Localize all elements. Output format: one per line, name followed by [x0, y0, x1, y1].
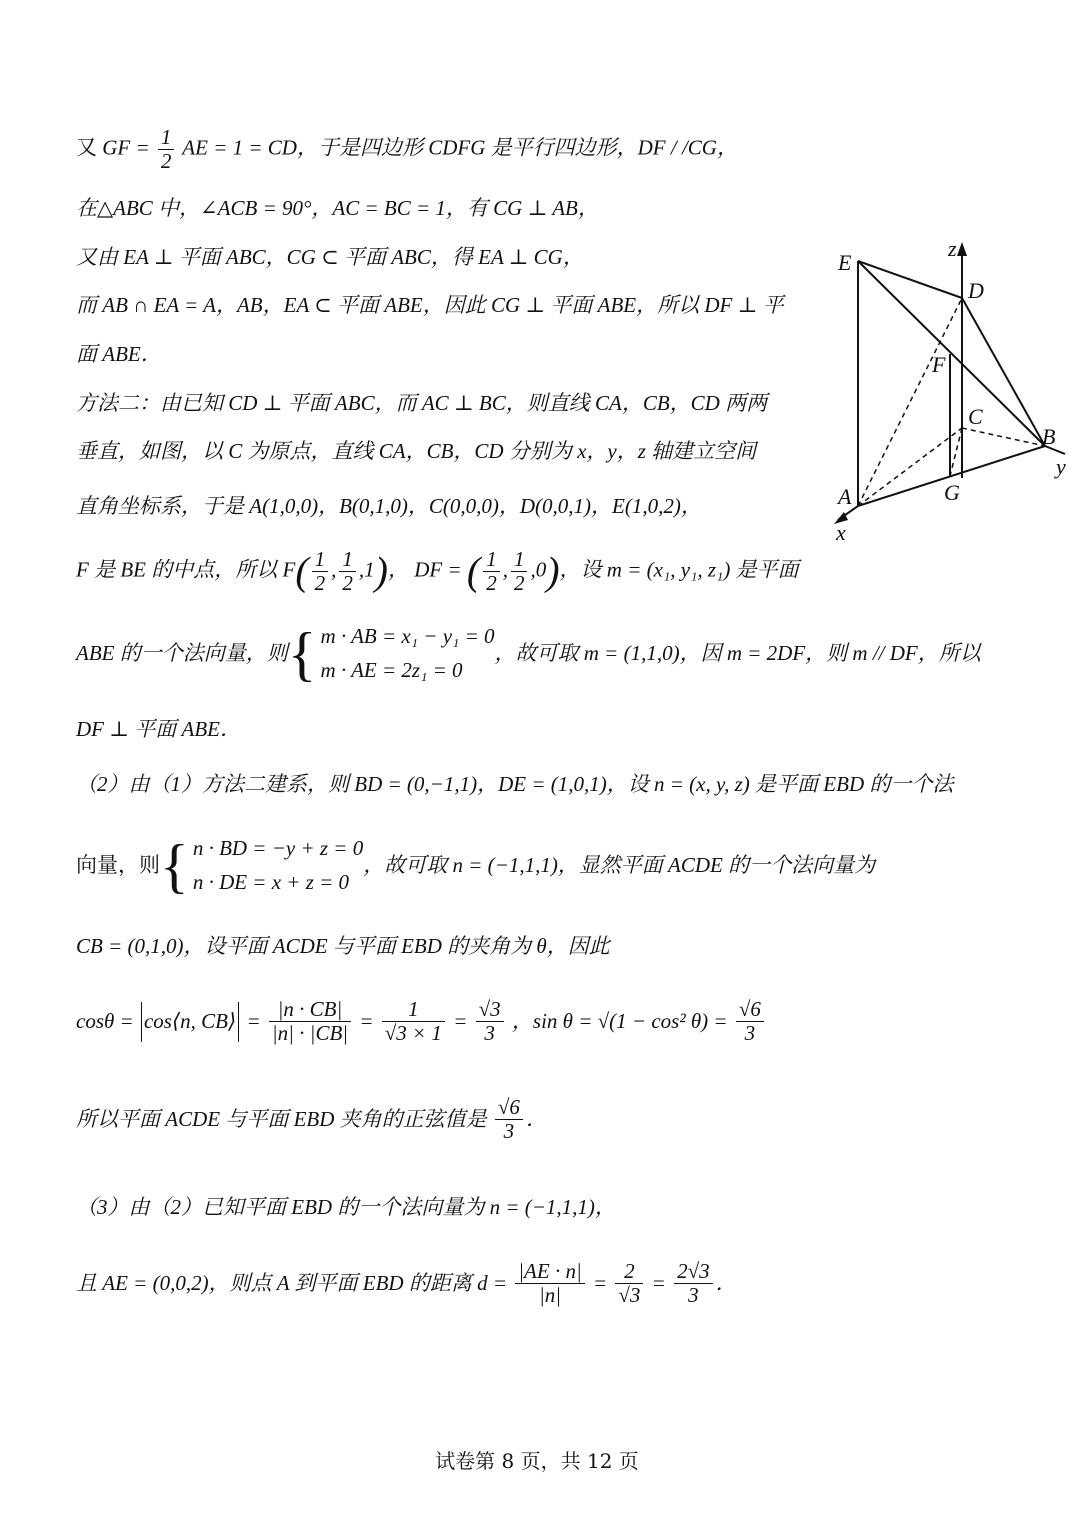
- line-18-b: ．: [715, 1271, 737, 1296]
- line-6: 方法二：由已知 CD ⊥ 平面 ABC，而 AC ⊥ BC，则直线 CA，CB，CD 两两: [76, 391, 768, 415]
- z-arrow-icon: [957, 242, 967, 256]
- line-9-a: F 是 BE 的中点，所以 F: [76, 557, 296, 582]
- line-16: [76, 1096, 547, 1143]
- cos-theta: cosθ =: [76, 1009, 134, 1034]
- line-15: cosθ = cos⟨n, CB⟩ = $\frac{|n \cdot CB|}{|n| \cdot |CB|}$ = $\frac{1}{√3 \times 1}$ = $\frac{√3}{3}$ ，sin θ = √(1 − cos² θ) = $\frac{√6}{3}$: [76, 998, 767, 1045]
- eq-1: n · BD = −y + z = 0: [192, 836, 364, 860]
- frac-den: 2: [486, 571, 497, 596]
- frac-den: 3: [744, 1021, 756, 1046]
- line-4: 而 AB ∩ EA = A，AB，EA ⊂ 平面 ABE，因此 CG ⊥ 平面 ABE，所以 DF ⊥ 平: [76, 293, 784, 317]
- frac-num: |n · CB|: [269, 998, 351, 1022]
- line-5: 面 ABE．: [76, 342, 162, 366]
- page-footer: 试卷第 8 页，共 12 页: [435, 1449, 639, 1473]
- line-13-b: ，故可取 n = (−1,1,1)，显然平面 ACDE 的一个法向量为: [363, 853, 876, 878]
- line-7: 垂直，如图，以 C 为原点，直线 CA，CB，CD 分别为 x，y，z 轴建立空间: [76, 439, 757, 463]
- frac-den: 2: [342, 571, 353, 596]
- frac-d-3: [674, 1260, 713, 1307]
- frac-num: 1: [382, 998, 445, 1022]
- line-9: F 是 BE 的中点，所以 F( $\frac{1}{2}$ , $\frac{1}{2}$ ,1)， DF = ( $\frac{1}{2}$ , $\frac{1}{2}$ ,0)，设 m = (x₁, y₁, z₁) 是平面: [76, 547, 799, 596]
- system-1: [321, 620, 495, 687]
- frac-answer: [495, 1096, 523, 1143]
- line-2: 在△ABC 中，∠ACB = 90°，AC = BC = 1，有 CG ⊥ AB，: [76, 196, 599, 220]
- line-18: 且 AE = (0,0,2)，则点 A 到平面 EBD 的距离 d = $\frac{|AE \cdot n|}{|n|}$ = $\frac{2}{√3}$ = $\frac{2√3}{3}$ ．: [76, 1259, 737, 1308]
- frac-den: |n| · |CB|: [271, 1021, 349, 1046]
- label-A: A: [838, 484, 852, 509]
- label-z: z: [948, 236, 957, 261]
- frac-den: √3 × 1: [384, 1021, 442, 1046]
- label-F: F: [932, 352, 946, 377]
- frac-den: 3: [503, 1119, 515, 1144]
- geometry-figure: [820, 228, 1070, 548]
- line-13: [76, 832, 875, 899]
- line-11: DF ⊥ 平面 ABE．: [76, 717, 241, 741]
- system-2: [193, 832, 363, 899]
- frac-sin: [736, 998, 764, 1045]
- frac-num: 2: [615, 1260, 643, 1284]
- edge-ED: [858, 261, 962, 298]
- abs-bar: [141, 1002, 142, 1042]
- line-16-a: 所以平面 ACDE 与平面 EBD 夹角的正弦值是: [76, 1107, 487, 1132]
- coord-z: 1: [364, 557, 375, 582]
- sin-theta: ，sin θ = √(1 − cos² θ) =: [511, 1009, 728, 1034]
- line-14: CB = (0,1,0)，设平面 ACDE 与平面 EBD 的夹角为 θ，因此: [76, 934, 610, 958]
- frac-cos-1: [269, 998, 351, 1045]
- frac-den: 2: [513, 571, 525, 596]
- frac-g2: [511, 548, 528, 595]
- line-3: 又由 EA ⊥ 平面 ABC，CG ⊂ 平面 ABC，得 EA ⊥ CG，: [76, 245, 584, 269]
- line-1: [76, 126, 738, 173]
- frac-num: √6: [736, 998, 764, 1022]
- line-8: 直角坐标系，于是 A(1,0,0)，B(0,1,0)，C(0,0,0)，D(0,0,1)，E(1,0,2)，: [76, 494, 702, 518]
- frac-d-1: [515, 1260, 584, 1307]
- frac-cos-3: [476, 998, 504, 1045]
- frac-num: 2√3: [674, 1260, 713, 1284]
- frac-num: 1: [158, 126, 175, 150]
- line-13-a: 向量，则: [76, 853, 160, 878]
- eq-2: n · DE = x + z = 0: [192, 869, 350, 894]
- frac-num: 1: [339, 548, 356, 572]
- frac-num: |AE · n|: [515, 1260, 584, 1284]
- label-G: G: [944, 480, 960, 505]
- frac-num: 1: [312, 548, 329, 572]
- line-17: （3）由（2）已知平面 EBD 的一个法向量为 n = (−1,1,1)，: [76, 1195, 616, 1219]
- frac-den: 2: [314, 571, 326, 596]
- frac-num: 1: [511, 548, 528, 572]
- label-E: E: [838, 250, 852, 275]
- frac-den: 3: [484, 1021, 495, 1046]
- brace-2: {: [160, 832, 189, 899]
- line-9-df: DF =: [414, 557, 467, 582]
- line-10: [76, 620, 981, 687]
- frac-cos-2: [382, 998, 445, 1045]
- eq-2: m · AE = 2z₁ = 0: [320, 657, 463, 682]
- fraction-half: [158, 126, 175, 173]
- line-18-a: 且 AE = (0,0,2)，则点 A 到平面 EBD 的距离 d =: [76, 1271, 508, 1296]
- frac-num: √3: [476, 998, 504, 1022]
- abs-bar: [238, 1002, 239, 1042]
- frac-den: √3: [618, 1283, 641, 1308]
- label-D: D: [968, 278, 984, 303]
- label-C: C: [968, 404, 983, 429]
- frac-f1: [312, 548, 329, 595]
- frac-den: 2: [160, 149, 172, 174]
- label-y: y: [1056, 454, 1066, 479]
- frac-den: |n|: [538, 1283, 562, 1308]
- line-1-prefix: 又: [76, 135, 97, 160]
- edge-AD-dashed: [858, 298, 962, 506]
- line-1-rest: AE = 1 = CD，于是四边形 CDFG 是平行四边形，DF / /CG，: [182, 135, 738, 160]
- line-10-b: ，故可取 m = (1,1,0)，因 m = 2DF，则 m // DF，所以: [494, 641, 981, 666]
- label-B: B: [1042, 424, 1056, 449]
- brace-1: {: [287, 620, 317, 687]
- frac-num: √6: [495, 1096, 523, 1120]
- frac-g1: [483, 548, 500, 595]
- eq-1: m · AB = x₁ − y₁ = 0: [320, 624, 495, 648]
- cos-angle: cos⟨n, CB⟩: [143, 1009, 237, 1034]
- line-16-b: ．: [525, 1107, 547, 1132]
- line-10-a: ABE 的一个法向量，则: [76, 641, 288, 666]
- line-1-gf: GF =: [102, 135, 150, 160]
- frac-f2: [339, 548, 356, 595]
- line-12: （2）由（1）方法二建系，则 BD = (0,−1,1)，DE = (1,0,1)，设 n = (x, y, z) 是平面 EBD 的一个法: [76, 772, 954, 796]
- frac-num: 1: [483, 548, 500, 572]
- frac-den: 3: [688, 1283, 699, 1308]
- label-x: x: [836, 520, 846, 545]
- coord-z: 0: [535, 557, 547, 582]
- line-9-c: ，设 m = (x₁, y₁, z₁) 是平面: [559, 557, 799, 582]
- edge-CB-dashed: [962, 428, 1045, 446]
- frac-d-2: [615, 1260, 643, 1307]
- edge-EB: [858, 261, 1045, 446]
